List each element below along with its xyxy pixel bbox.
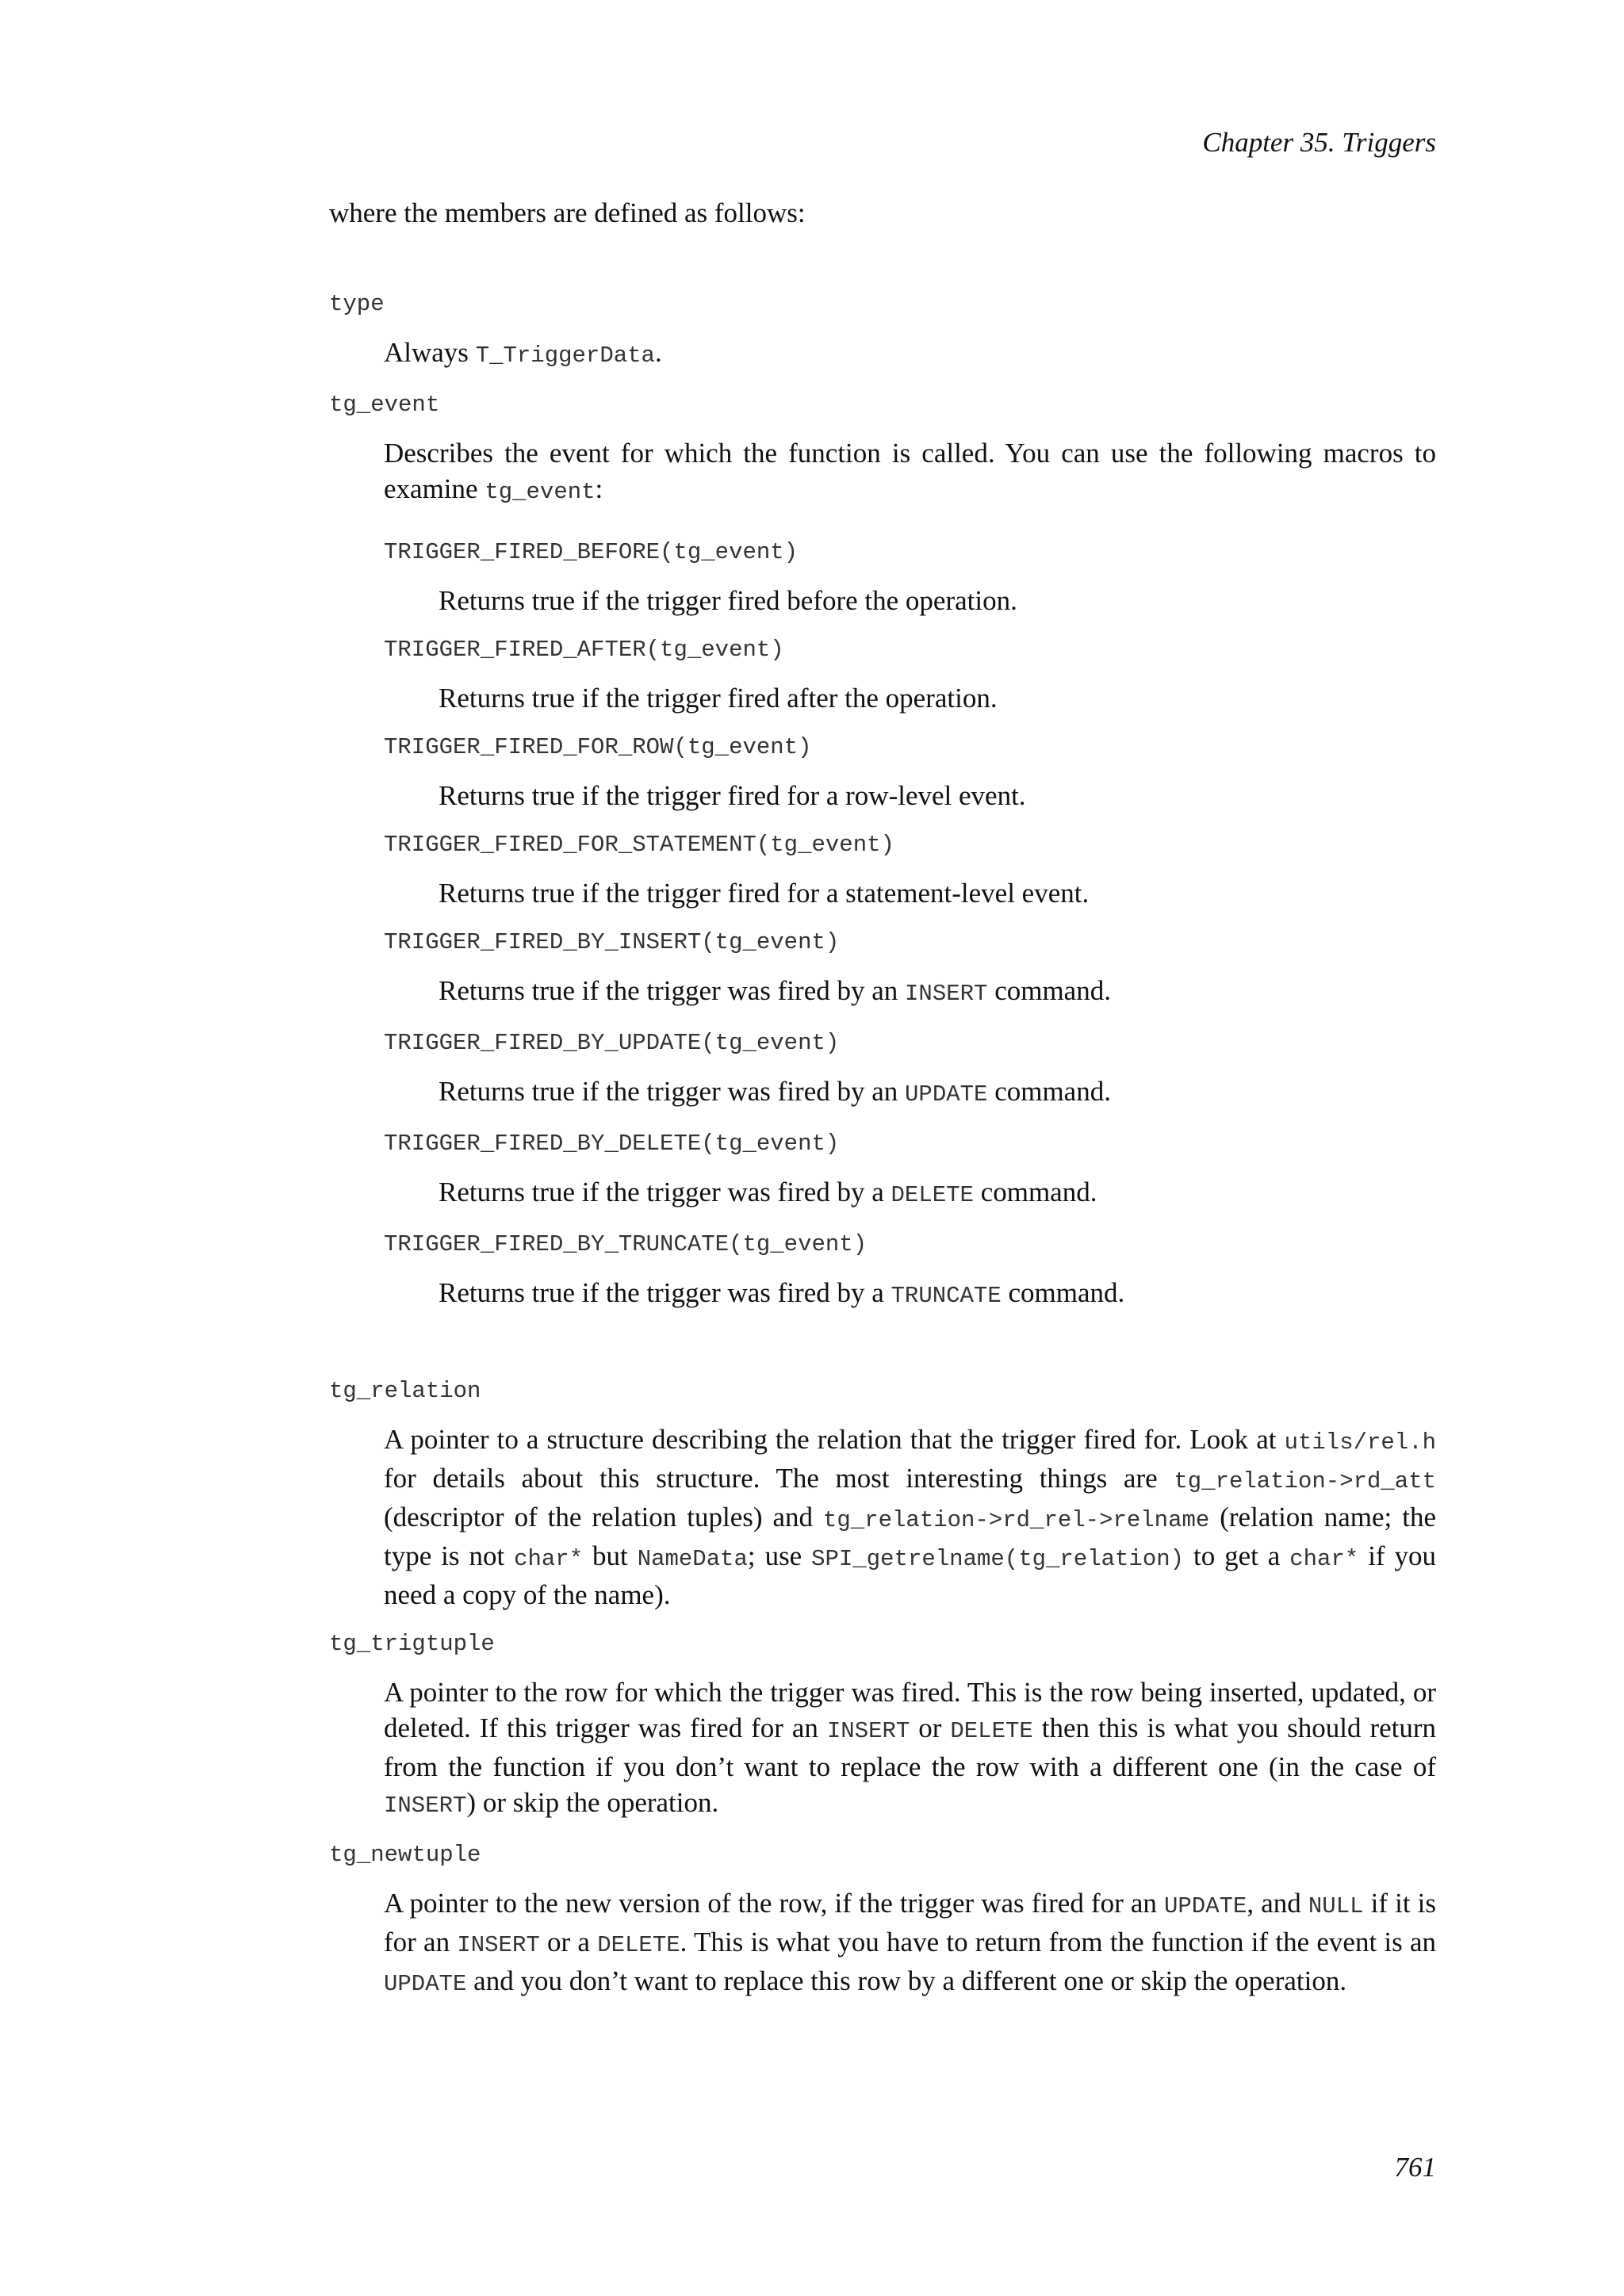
macro-description — [439, 973, 1436, 1012]
definition-text: or a — [547, 1927, 590, 1957]
code-literal: tg_event — [485, 479, 596, 505]
term-tg-event: tg_event — [329, 392, 440, 418]
definition-text: command. — [994, 975, 1111, 1006]
definition-text: (relation name; the type is not — [384, 1502, 1437, 1571]
definition-text: Returns true if the trigger was fired by a — [439, 1277, 884, 1308]
punctuation: . — [654, 337, 662, 368]
code-literal: INSERT — [905, 981, 988, 1007]
definition-text: , and — [1247, 1888, 1301, 1919]
code-literal: tg_relation->rd_rel->relname — [823, 1507, 1210, 1533]
macro-fired-by-insert: TRIGGER_FIRED_BY_INSERT(tg_event) — [384, 929, 840, 955]
code-literal: DELETE — [950, 1718, 1033, 1744]
macro-description — [439, 1275, 1436, 1314]
definition-text: Returns true if the trigger was fired by a — [439, 1177, 884, 1207]
code-literal: DELETE — [891, 1182, 974, 1208]
macro-description: Returns true if the trigger fired for a row-level event. — [439, 780, 1026, 811]
macro-fired-after: TRIGGER_FIRED_AFTER(tg_event) — [384, 637, 784, 663]
definition-text: if it is for an — [384, 1888, 1437, 1957]
definition-text: Describes the event for which the function is called. You can use the following macros to examine — [384, 438, 1436, 504]
definition-text: or — [918, 1712, 942, 1743]
code-literal: char* — [1289, 1546, 1359, 1572]
code-literal: INSERT — [457, 1932, 540, 1958]
definition-text: command. — [1008, 1277, 1125, 1308]
term-tg-trigtuple: tg_trigtuple — [329, 1631, 495, 1657]
macro-fired-for-row: TRIGGER_FIRED_FOR_ROW(tg_event) — [384, 734, 812, 760]
definition-tg-event — [384, 435, 1436, 1314]
code-literal: NULL — [1308, 1893, 1364, 1919]
definition-text: Returns true if the trigger was fired by an — [439, 1076, 898, 1107]
definition-tg-relation — [384, 1422, 1436, 1613]
definition-text: if you need a copy of the name). — [384, 1540, 1436, 1610]
term-tg-relation: tg_relation — [329, 1378, 481, 1404]
definition-text: Returns true if the trigger was fired by an — [439, 975, 898, 1006]
macro-description — [439, 1174, 1436, 1213]
intro-sentence: where the members are defined as follows: — [329, 197, 806, 228]
code-literal: NameData — [637, 1546, 748, 1572]
definition-text: . This is what you have to return from the function if the event is an — [680, 1927, 1437, 1957]
code-literal: tg_relation->rd_att — [1174, 1468, 1437, 1494]
code-literal: utils/rel.h — [1284, 1429, 1437, 1456]
page-number: 761 — [1394, 2152, 1436, 2183]
punctuation: : — [595, 473, 603, 504]
macro-description — [439, 1073, 1436, 1112]
macro-fired-before: TRIGGER_FIRED_BEFORE(tg_event) — [384, 539, 799, 565]
definition-text: (descriptor of the relation tuples) and — [384, 1502, 814, 1533]
definition-text: Always — [384, 337, 469, 368]
macro-description: Returns true if the trigger fired before the operation. — [439, 585, 1017, 616]
definition-text: A pointer to the row for which the trigger was fired. This is the row being inserted, updated, or deleted. If this trigger was fired for an — [384, 1677, 1436, 1743]
member-definition-list — [329, 289, 1436, 2018]
definition-text: command. — [980, 1177, 1097, 1207]
definition-text: ) or skip the operation. — [466, 1787, 719, 1818]
macro-fired-by-update: TRIGGER_FIRED_BY_UPDATE(tg_event) — [384, 1030, 840, 1056]
definition-text: and you don’t want to replace this row by a different one or skip the operation. — [473, 1965, 1347, 1996]
definition-text: ; use — [747, 1540, 802, 1571]
definition-tg-trigtuple — [384, 1674, 1436, 1823]
macro-description: Returns true if the trigger fired after the operation. — [439, 683, 998, 714]
macro-fired-by-truncate: TRIGGER_FIRED_BY_TRUNCATE(tg_event) — [384, 1231, 868, 1257]
definition-text: to get a — [1193, 1540, 1281, 1571]
definition-text: A pointer to the new version of the row, if the trigger was fired for an — [384, 1888, 1157, 1919]
section-spacer — [329, 1330, 1436, 1376]
code-literal: SPI_getrelname(tg_relation) — [811, 1546, 1185, 1572]
code-literal: UPDATE — [384, 1971, 467, 1997]
code-literal: UPDATE — [1163, 1893, 1247, 1919]
code-literal: UPDATE — [905, 1081, 988, 1108]
code-literal: DELETE — [597, 1932, 680, 1958]
code-literal: T_TriggerData — [475, 342, 655, 369]
code-literal: INSERT — [384, 1793, 467, 1819]
definition-text: but — [592, 1540, 628, 1571]
document-page — [329, 0, 1436, 2296]
running-header: Chapter 35. Triggers — [1202, 127, 1436, 158]
definition-tg-newtuple — [384, 1885, 1436, 2002]
definition-type — [384, 335, 1436, 373]
code-literal: TRUNCATE — [891, 1283, 1002, 1309]
definition-text: command. — [994, 1076, 1111, 1107]
macro-list — [384, 537, 1436, 1314]
macro-fired-for-statement: TRIGGER_FIRED_FOR_STATEMENT(tg_event) — [384, 832, 894, 858]
code-literal: char* — [514, 1546, 584, 1572]
definition-text: A pointer to a structure describing the relation that the trigger fired for. Look at — [384, 1424, 1277, 1455]
macro-description: Returns true if the trigger fired for a statement-level event. — [439, 878, 1090, 909]
term-tg-newtuple: tg_newtuple — [329, 1842, 481, 1868]
definition-text: then this is what you should return from the function if you don’t want to replace the row with a different one (in the case of — [384, 1712, 1437, 1782]
term-type: type — [329, 291, 385, 317]
macro-fired-by-delete: TRIGGER_FIRED_BY_DELETE(tg_event) — [384, 1131, 840, 1157]
code-literal: INSERT — [826, 1718, 910, 1744]
definition-text: for details about this structure. The most interesting things are — [384, 1463, 1158, 1494]
